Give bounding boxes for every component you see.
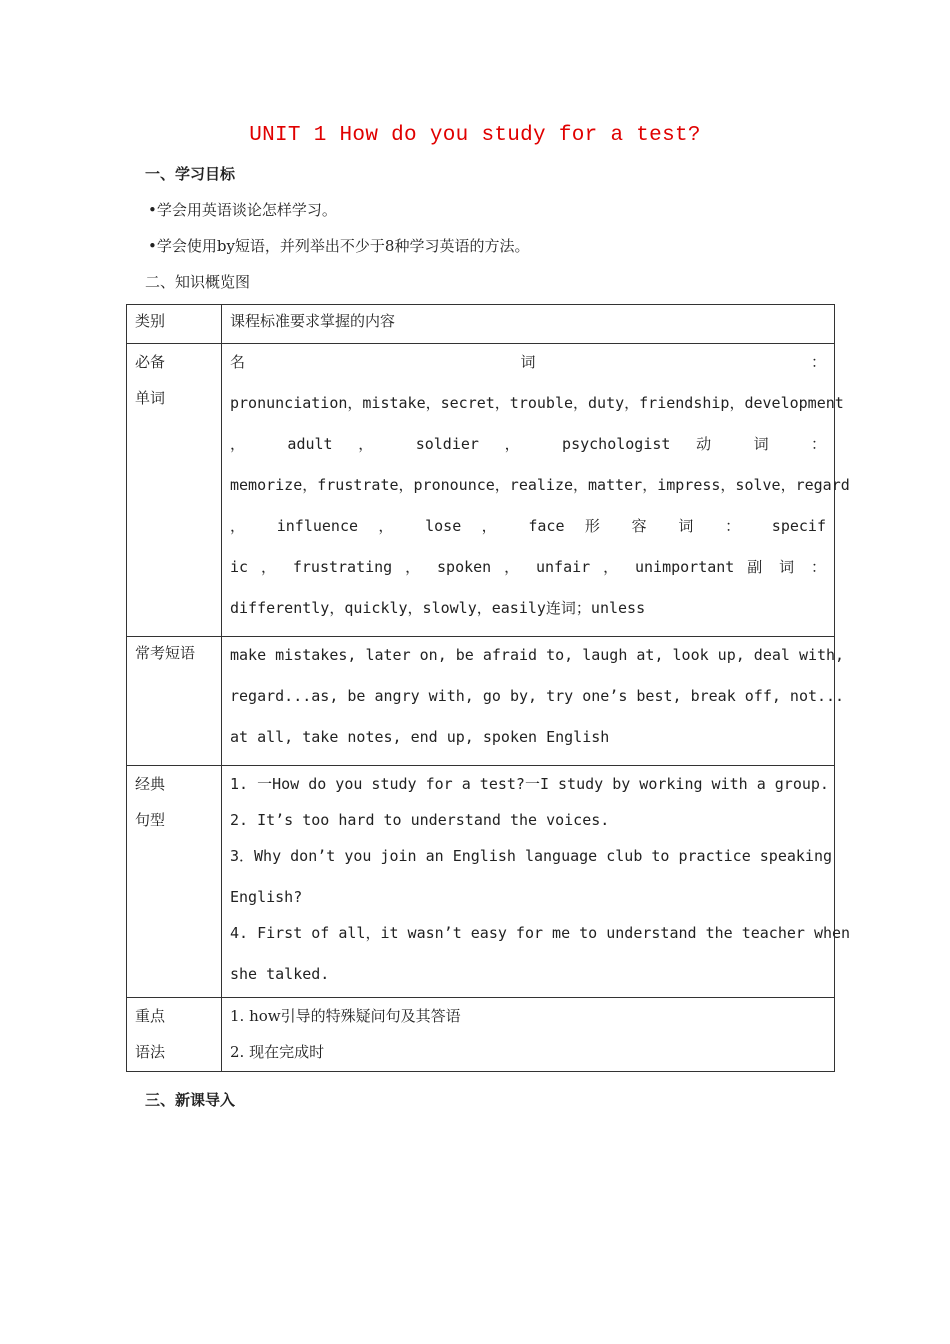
category-label: 常考短语 bbox=[135, 644, 196, 662]
table-row bbox=[127, 766, 835, 998]
section-heading-overview: 二、知识概览图 bbox=[145, 273, 251, 291]
grammar-line: 1. how引导的特殊疑问句及其答语 bbox=[230, 1007, 461, 1025]
phrase-line: at all, take notes, end up, spoken English bbox=[230, 728, 610, 746]
sentence-line: 3．Why don’t you join an English language club to practice speaking bbox=[230, 847, 832, 865]
content-header-cell bbox=[222, 305, 835, 344]
sentence-line: English? bbox=[230, 888, 303, 906]
category-label: 经典 bbox=[135, 775, 166, 793]
sentence-line: 4. First of all，it wasn’t easy for me to understand the teacher when bbox=[230, 924, 851, 942]
words-cell bbox=[222, 344, 850, 637]
category-cell bbox=[127, 766, 222, 998]
table-row bbox=[127, 998, 835, 1072]
table-row bbox=[127, 637, 835, 766]
table-row bbox=[127, 305, 835, 344]
sentence-line: 2. It’s too hard to understand the voices. bbox=[230, 811, 610, 829]
category-label: 重点 bbox=[135, 1007, 166, 1025]
category-cell bbox=[127, 637, 222, 766]
category-label: 句型 bbox=[135, 811, 166, 829]
category-cell bbox=[127, 305, 222, 344]
sentence-line: 1. 一How do you study for a test?一I study by working with a group. bbox=[230, 775, 829, 793]
word-line: ， adult ， soldier ， psychologist 动 词 ： bbox=[230, 435, 826, 453]
grammar-cell bbox=[222, 998, 835, 1072]
category-label: 单词 bbox=[135, 389, 166, 407]
category-cell bbox=[127, 998, 222, 1072]
phrases-cell bbox=[222, 637, 845, 766]
goal-item: •学会用英语谈论怎样学习。 bbox=[148, 201, 337, 219]
word-line: differently，quickly，slowly，easily连词；unless bbox=[230, 599, 646, 617]
section-heading-goals: 一、学习目标 bbox=[145, 165, 236, 183]
word-line: 名 词 ： bbox=[230, 353, 826, 371]
category-label: 必备 bbox=[135, 353, 166, 371]
word-line: ic ， frustrating ， spoken ， unfair ， unimportant 副 词 ： bbox=[230, 558, 826, 576]
page-title: UNIT 1 How do you study for a test? bbox=[249, 124, 701, 147]
phrase-line: regard...as, be angry with, go by, try one’s best, break off, not... bbox=[230, 687, 845, 705]
word-line: ， influence ， lose ， face 形 容 词 ： specif bbox=[230, 517, 826, 535]
goal-item: •学会使用by短语，并列举出不少于8种学习英语的方法。 bbox=[148, 237, 530, 255]
table-row bbox=[127, 344, 835, 637]
content-header: 课程标准要求掌握的内容 bbox=[230, 312, 396, 330]
overview-table bbox=[126, 304, 851, 1072]
grammar-line: 2. 现在完成时 bbox=[230, 1043, 325, 1061]
section-heading-intro: 三、新课导入 bbox=[145, 1091, 236, 1109]
category-cell bbox=[127, 344, 222, 637]
sentence-line: she talked. bbox=[230, 965, 330, 983]
category-label: 语法 bbox=[135, 1043, 166, 1061]
word-line: pronunciation，mistake，secret，trouble，duty，friendship，development bbox=[230, 394, 844, 412]
word-line: memorize，frustrate，pronounce，realize，matter，impress，solve，regard bbox=[230, 476, 850, 494]
phrase-line: make mistakes, later on, be afraid to, laugh at, look up, deal with, bbox=[230, 646, 845, 664]
category-label: 类别 bbox=[135, 312, 166, 330]
sentences-cell bbox=[222, 766, 851, 998]
